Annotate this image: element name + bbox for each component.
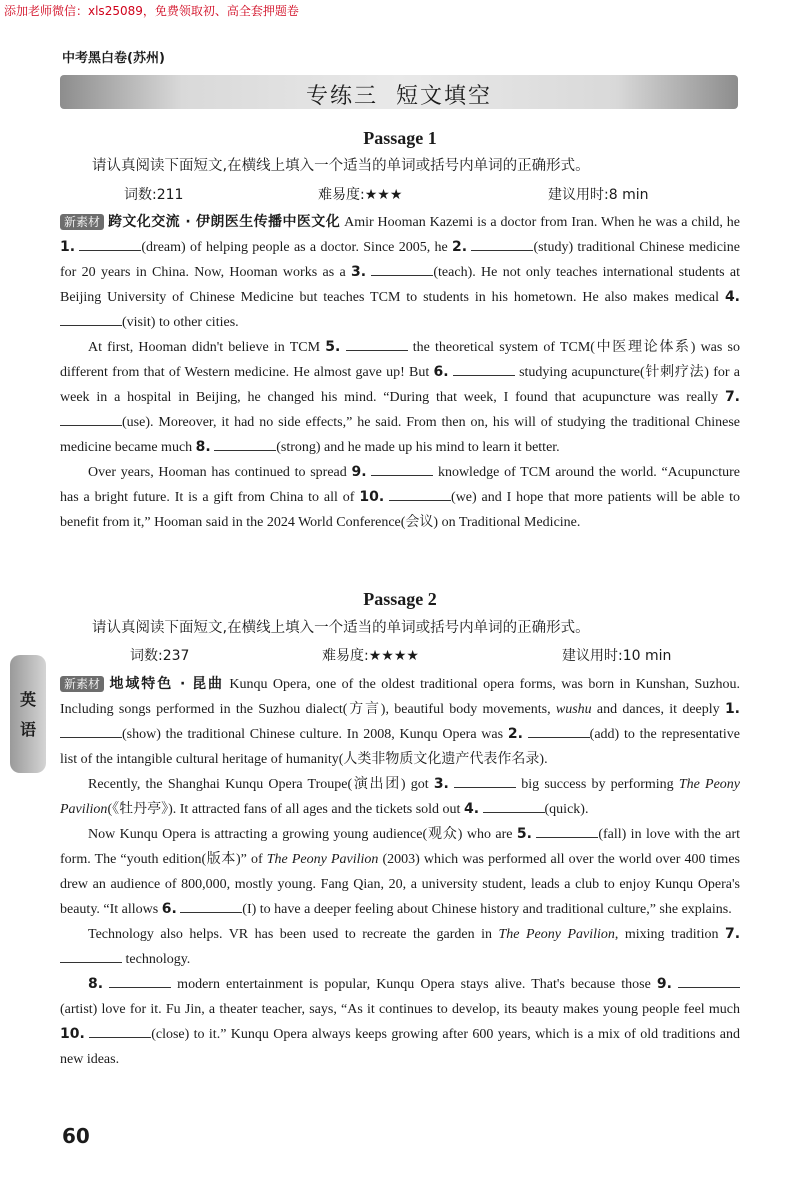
passage2-para3: [60, 822, 740, 922]
blank-number: 6.: [161, 901, 177, 917]
text-segment: The Peony Pavilion: [60, 777, 741, 817]
passage2-instruction: 请认真阅读下面短文,在横线上填入一个适当的单词或括号内单词的正确形式。: [92, 620, 590, 636]
passage2-body: [60, 672, 740, 1072]
blank-number: 5.: [516, 826, 532, 842]
answer-blank[interactable]: [389, 486, 451, 501]
blank-number: 10.: [60, 1026, 85, 1042]
blank-number: 3.: [433, 776, 449, 792]
passage2-para5: [60, 972, 740, 1072]
text-segment: (I) to have a deeper feeling about Chinese history and traditional culture,” she explains.: [242, 902, 732, 917]
passage1-difficulty: 难易度:★★★: [318, 187, 403, 203]
blank-number: 7.: [724, 926, 741, 942]
text-segment: (fall) in love with the art form. The “youth edition(版本)” of: [60, 827, 740, 867]
blank-number: 3.: [350, 264, 367, 280]
blank-number: 8.: [88, 976, 104, 992]
text-segment: (visit) to other cities.: [122, 315, 239, 330]
text-segment: Technology also helps. VR has been used to recreate the garden in: [88, 927, 499, 942]
blank-number: 10.: [359, 489, 385, 505]
answer-blank[interactable]: [471, 236, 533, 251]
answer-blank[interactable]: [79, 236, 141, 251]
new-material-tag: 新素材: [60, 676, 104, 692]
answer-blank[interactable]: [180, 898, 242, 913]
passage2-time: 建议用时:10 min: [562, 648, 672, 664]
text-segment: At first, Hooman didn't believe in TCM: [88, 340, 326, 355]
passage1-para2: [60, 335, 740, 460]
passage2-para2: [60, 772, 740, 822]
blank-number: 9.: [351, 464, 367, 480]
text-segment: (add) to the representative list of the intangible cultural heritage of humanity(人类非物质文化遗产代表作名录).: [60, 727, 740, 767]
answer-blank[interactable]: [60, 948, 122, 963]
text-segment: (study) traditional Chinese medicine for 20 years in China. Now, Hooman works as a: [60, 240, 741, 280]
answer-blank[interactable]: [453, 361, 515, 376]
text-segment: , mixing tradition: [614, 927, 725, 942]
blank-number: 1.: [60, 239, 76, 255]
answer-blank[interactable]: [109, 973, 171, 988]
section-name: 短文填空: [396, 84, 493, 109]
answer-blank[interactable]: [454, 773, 516, 788]
passage2-word-count: 词数:237: [130, 648, 190, 664]
text-segment: Amir Hooman Kazemi is a doctor from Iran. When he was a child, he: [344, 215, 740, 230]
side-tab-char: 语: [19, 720, 36, 739]
answer-blank[interactable]: [678, 973, 740, 988]
text-segment: (artist) love for it. Fu Jin, a theater teacher, says, “As it continues to develop, its beauty makes young people feel much: [60, 1002, 740, 1017]
text-segment: the theoretical system of TCM(中医理论体系) was so different from that of Western medicine. He almost gave up! But: [60, 340, 740, 380]
text-segment: big success by performing: [516, 777, 679, 792]
side-tab-char: 英: [19, 690, 36, 709]
passage2-para1: [60, 672, 740, 772]
text-segment: technology.: [122, 952, 191, 967]
section-banner: [60, 75, 738, 109]
blank-number: 5.: [325, 339, 341, 355]
passage2-difficulty: 难易度:★★★★: [322, 648, 419, 664]
passage1-title: Passage 1: [363, 128, 437, 148]
answer-blank[interactable]: [60, 411, 122, 426]
passage1-time: 建议用时:8 min: [548, 187, 649, 203]
page-number: 60: [62, 1124, 90, 1148]
text-segment: (dream) of helping people as a doctor. Since 2005, he: [141, 240, 453, 255]
answer-blank[interactable]: [60, 723, 122, 738]
text-segment: Over years, Hooman has continued to spread: [88, 465, 352, 480]
text-segment: studying acupuncture(针刺疗法) for a week in a hospital in Beijing, he changed his mind. “During that week, I found that acupuncture was really: [60, 365, 740, 405]
ad-banner-text: 添加老师微信：xls25089，免费领取初、高全套押题卷: [4, 4, 299, 18]
passage1-topic: 跨文化交流 · 伊朗医生传播中医文化: [107, 214, 341, 230]
blank-number: 4.: [724, 289, 740, 305]
text-segment: Recently, the Shanghai Kunqu Opera Troupe(演出团) got: [88, 777, 434, 792]
section-number: 专练三: [305, 84, 378, 109]
answer-blank[interactable]: [371, 461, 433, 476]
blank-number: 7.: [724, 389, 740, 405]
text-segment: (quick).: [544, 802, 589, 817]
series-title: 中考黑白卷(苏州): [62, 51, 165, 66]
passage1-para1: [60, 210, 740, 335]
text-segment: modern entertainment is popular, Kunqu Opera stays alive. That's because those: [171, 977, 657, 992]
answer-blank[interactable]: [371, 261, 433, 276]
text-segment: (strong) and he made up his mind to learn it better.: [276, 440, 560, 455]
text-segment: Kunqu Opera, one of the oldest traditional opera forms, was born in Kunshan, Suzhou. Including songs performed in the Suzhou dialect(方言), beautiful body movements,: [60, 677, 741, 717]
passage1-word-count: 词数:211: [124, 187, 184, 203]
passage2-topic: 地域特色 · 昆曲: [109, 676, 224, 692]
answer-blank[interactable]: [528, 723, 590, 738]
blank-number: 2.: [452, 239, 468, 255]
blank-number: 2.: [507, 726, 523, 742]
text-segment: (teach). He not only teaches international students at Beijing University of Chinese Medicine but teaches TCM to students in his hometown. He also makes medical: [60, 265, 740, 305]
text-segment: Now Kunqu Opera is attracting a growing young audience(观众) who are: [88, 827, 517, 842]
passage2-para4: [60, 922, 740, 972]
text-segment: knowledge of TCM around the world. “Acupuncture has a bright future. It is a gift from China to all of: [60, 465, 740, 505]
text-segment: (close) to it.” Kunqu Opera always keeps growing after 600 years, which is a mix of old traditions and new ideas.: [60, 1027, 740, 1067]
answer-blank[interactable]: [60, 311, 122, 326]
text-segment: (《牡丹亭》). It attracted fans of all ages and the tickets sold out: [107, 802, 464, 817]
blank-number: 8.: [195, 439, 211, 455]
answer-blank[interactable]: [214, 436, 276, 451]
section-title: [60, 79, 738, 110]
blank-number: 6.: [433, 364, 449, 380]
blank-number: 1.: [724, 701, 740, 717]
passage1-body: [60, 210, 740, 535]
passage1-instruction: 请认真阅读下面短文,在横线上填入一个适当的单词或括号内单词的正确形式。: [92, 158, 590, 174]
text-segment: (show) the traditional Chinese culture. In 2008, Kunqu Opera was: [122, 727, 508, 742]
text-segment: wushu: [555, 702, 592, 717]
passage2-title: Passage 2: [363, 589, 437, 609]
text-segment: (we) and I hope that more patients will be able to benefit from it,” Hooman said in the 2024 World Conference(会议) on Traditional Medicine.: [60, 490, 740, 530]
blank-number: 4.: [463, 801, 480, 817]
text-segment: (2003) which was performed all over the world over 400 times drew an audience of 800,000, mostly young. Fang Qian, 20, a university student, leads a club to enjoy Kunqu Opera's beauty. “It allows: [60, 852, 740, 917]
text-segment: The Peony Pavilion: [266, 852, 379, 867]
subject-side-tab: [10, 655, 46, 773]
blank-number: 9.: [656, 976, 672, 992]
answer-blank[interactable]: [483, 798, 545, 813]
text-segment: The Peony Pavilion: [498, 927, 615, 942]
passage1-para3: [60, 460, 740, 535]
new-material-tag: 新素材: [60, 214, 104, 230]
answer-blank[interactable]: [536, 823, 598, 838]
answer-blank[interactable]: [89, 1023, 151, 1038]
text-segment: (use). Moreover, it had no side effects,” he said. From then on, his will of studying the traditional Chinese medicine became much: [60, 415, 740, 455]
text-segment: and dances, it deeply: [591, 702, 725, 717]
answer-blank[interactable]: [346, 336, 408, 351]
